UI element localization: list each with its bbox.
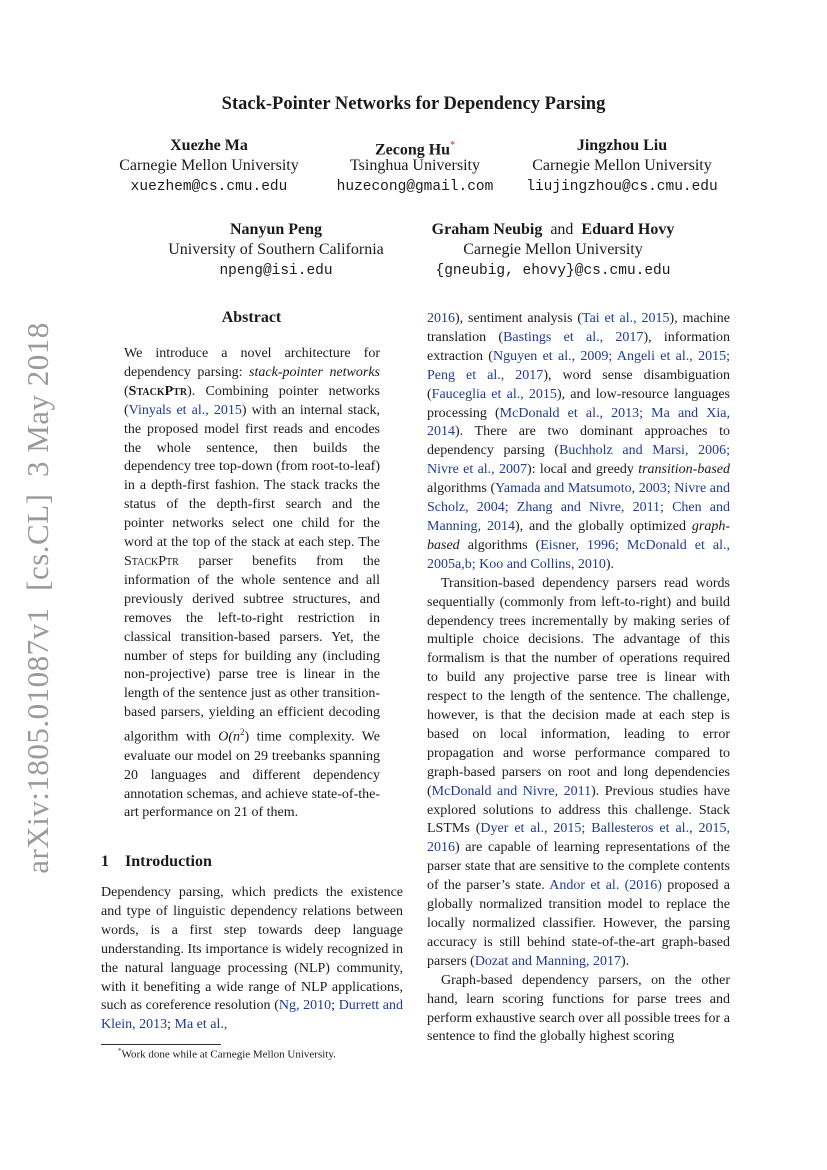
footnote-rule bbox=[101, 1044, 221, 1045]
author-name: Graham Neubig and Eduard Hovy bbox=[431, 221, 675, 238]
citation-link[interactable]: Tai et al., 2015 bbox=[582, 311, 670, 326]
author-block bbox=[116, 136, 302, 198]
author-block bbox=[150, 220, 402, 282]
citation-link[interactable]: Nguyen et al., 2009; Angeli et al., 2015; Peng et al., 2017 bbox=[427, 348, 730, 383]
author-email[interactable]: {gneubig, ehovy}@cs.cmu.edu bbox=[435, 263, 671, 279]
citation-link[interactable]: Buchholz and Marsi, 2006; Nivre et al., 2007 bbox=[427, 443, 731, 478]
author-block bbox=[324, 136, 506, 198]
citation-link[interactable]: Vinyals et al., 2015 bbox=[128, 402, 242, 418]
abstract-body: We introduce a novel architecture for dependency parsing: stack-pointer networks (StackPtr). Combining pointer networks (Vinyals et al., 2015) with an internal stack, the proposed model first reads and encodes the whole sentence, then builds the dependency tree top-down (from root-to-leaf) in a depth-first fashion. The stack tracks the status of the depth-first search and the pointer networks select one child for the word at the top of the stack at each step. The StackPtr parser benefits from the information of the whole sentence and all previously derived subtree structures, and removes the left-to-right restriction in classical transition-based parsers. Yet, the number of steps for building any (including non-projective) parse tree is linear in the length of the sentence just as other transition-based parsers, yielding an efficient decoding algorithm with $O(n^2)$ time complexity. We evaluate our model on 29 treebanks spanning 20 languages and different dependency annotation schemas, and achieve state-of-the-art performance on 21 of them. bbox=[124, 346, 381, 821]
paper-title: Stack-Pointer Networks for Dependency Parsing bbox=[221, 94, 606, 114]
intro-paragraph: Graph-based dependency parsers, on the other hand, learn scoring functions for parse trees and perform exhaustive search over all possible trees for a sentence to find the globally highest scoring bbox=[427, 972, 730, 1045]
author-name: Zecong Hu* bbox=[374, 140, 456, 159]
citation-link[interactable]: Andor et al. (2016) bbox=[549, 878, 662, 894]
footnote: *Work done while at Carnegie Mellon University. bbox=[118, 1047, 336, 1061]
author-block bbox=[512, 136, 732, 198]
arxiv-stamp bbox=[15, 321, 60, 874]
author-affiliation: University of Southern California bbox=[168, 241, 384, 258]
citation-link[interactable]: Ma et al., bbox=[174, 1017, 228, 1033]
author-name: Nanyun Peng bbox=[229, 221, 323, 238]
citation-link[interactable]: Durrett and Klein, 2013 bbox=[101, 998, 403, 1033]
citation-link[interactable]: 2016 bbox=[427, 311, 455, 326]
author-block bbox=[412, 220, 694, 282]
arxiv-stamp-text: arXiv:1805.01087v1 [cs.CL] 3 May 2018 bbox=[19, 321, 55, 874]
author-email[interactable]: xuezhem@cs.cmu.edu bbox=[130, 179, 288, 195]
model-name: StackPtr bbox=[128, 383, 188, 399]
author-affiliation: Carnegie Mellon University bbox=[532, 157, 712, 174]
citation-link[interactable]: Dyer et al., 2015; Ballesteros et al., 2015, 2016 bbox=[427, 821, 731, 856]
citation-link[interactable]: Yamada and Matsumoto, 2003; Nivre and Scholz, 2004; Zhang and Nivre, 2011; Chen and Manning, 2014 bbox=[427, 481, 730, 534]
author-name: Xuezhe Ma bbox=[170, 137, 248, 154]
model-name: StackPtr bbox=[124, 553, 179, 569]
author-email[interactable]: huzecong@gmail.com bbox=[336, 179, 494, 195]
citation-link[interactable]: McDonald et al., 2013; Ma and Xia, 2014 bbox=[427, 405, 730, 440]
citation-link[interactable]: Eisner, 1996; McDonald et al., 2005a,b; Koo and Collins, 2010 bbox=[427, 537, 730, 572]
intro-paragraph: Dependency parsing, which predicts the existence and type of linguistic dependency relations between words, is a first step towards deep language understanding. Its importance is widely recognized in the natural language processing (NLP) community, with it benefiting a wide range of NLP applications, such as coreference resolution (Ng, 2010; Durrett and Klein, 2013; Ma et al., bbox=[101, 885, 403, 1033]
author-affiliation: Carnegie Mellon University bbox=[119, 157, 299, 174]
intro-right-column bbox=[427, 310, 730, 1047]
citation-link[interactable]: Dozat and Manning, 2017 bbox=[474, 953, 622, 969]
author-affiliation: Carnegie Mellon University bbox=[463, 241, 643, 258]
intro-paragraph: Transition-based dependency parsers read words sequentially (commonly from left-to-right) and build dependency trees incrementally by making series of multiple choice decisions. The advantage of this formalism is that the number of operations required to build any projective parse tree is linear with respect to the length of the sentence. The challenge, however, is that the decision made at each step is based on local information, leading to error propagation and worse performance compared to graph-based parsers on root and long dependencies (McDonald and Nivre, 2011). Previous studies have explored solutions to address this challenge. Stack LSTMs (Dyer et al., 2015; Ballesteros et al., 2015, 2016) are capable of learning representations of the parser state that are sensitive to the complete contents of the parser’s state. Andor et al. (2016) proposed a globally normalized transition model to replace the locally normalized classifier. However, the parsing accuracy is still behind state-of-the-art graph-based parsers (Dozat and Manning, 2017). bbox=[427, 575, 731, 969]
author-email[interactable]: liujingzhou@cs.cmu.edu bbox=[526, 179, 718, 195]
math-complexity: O(n bbox=[218, 729, 240, 745]
citation-link[interactable]: Fauceglia et al., 2015 bbox=[431, 386, 557, 402]
citation-link[interactable]: Bastings et al., 2017 bbox=[503, 329, 644, 345]
abstract-heading: Abstract bbox=[221, 309, 282, 326]
citation-link[interactable]: Ng, 2010 bbox=[278, 998, 332, 1014]
author-affiliation: Tsinghua University bbox=[350, 157, 480, 174]
author-email[interactable]: npeng@isi.edu bbox=[219, 263, 333, 279]
intro-paragraph: 2016), sentiment analysis (Tai et al., 2015), machine translation (Bastings et al., 2017), information extraction (Nguyen et al., 2009; Angeli et al., 2015; Peng et al., 2017), word sense disambiguation (Fauceglia et al., 2015), and low-resource languages processing (McDonald et al., 2013; Ma and Xia, 2014). There are two dominant approaches to dependency parsing (Buchholz and Marsi, 2006; Nivre et al., 2007): local and greedy transition-based algorithms (Yamada and Matsumoto, 2003; Nivre and Scholz, 2004; Zhang and Nivre, 2011; Chen and Manning, 2014), and the globally optimized graph-based algorithms (Eisner, 1996; McDonald et al., 2005a,b; Koo and Collins, 2010). bbox=[427, 311, 731, 572]
citation-link[interactable]: McDonald and Nivre, 2011 bbox=[431, 783, 592, 799]
author-footnote-marker: * bbox=[450, 140, 456, 151]
author-name: Jingzhou Liu bbox=[576, 137, 668, 154]
section-heading: 1 Introduction bbox=[101, 853, 212, 870]
